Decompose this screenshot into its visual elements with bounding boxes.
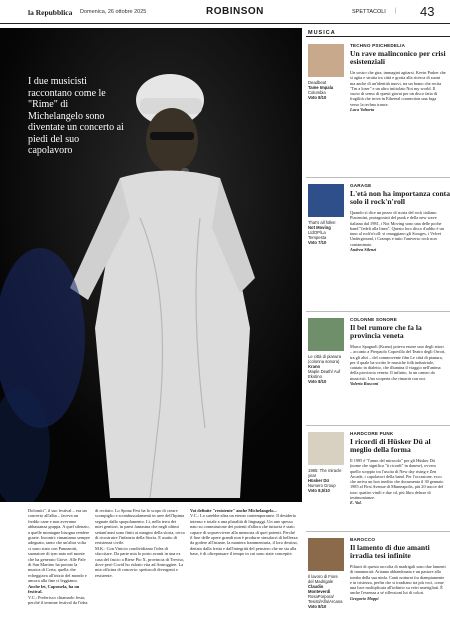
review-headline: Un rave malinconico per crisi esistenziali [350,49,446,67]
album-rating: Voto 8,5/10 [308,488,330,493]
review-entry [306,314,450,426]
review-text [350,210,446,252]
review-body: Marco Spagnoli (Krano) poteva essere uno degli attori – accanto a Pierpaolo Capovilla del Teatro degli Orrori, tra gli altri – del commovente film Le città di pianura, per il quale ha scritto le musiche folk industriale, cantato in dialetto, che illumina il viaggio nell'anima della provincia veneta. Il infinito, fa un cameo da musicisti. Una scoperta che rimarrà con noi. [350,344,446,381]
album-meta [308,220,344,245]
review-text [350,70,446,112]
album-artist: Deadbeat [308,80,327,85]
album-meta [308,354,344,384]
album-cover-image [308,432,344,465]
review-text [350,458,446,506]
review-headline: Il bel rumore che fa la provincia veneta [350,323,422,341]
album-rating: Voto 8/10 [308,95,327,100]
concert-photo [0,28,302,502]
newspaper-logo: la Repubblica [28,8,73,17]
review-signature: Luca Valtorta [350,107,375,113]
review-headline: L'età non ha importanza conta solo il rock'n'roll [350,189,450,207]
article-paragraph: di recitato. Lo Sponz Fest ha lo scopo di creare scompiglio e scombussolamenti in aree dell'Irpinia segnate dallo spopolamento. Lì, nella terra dei miei genitori, in paesi fantasma che negli ultimi settant'anni sono finiti ai margini della storia, cerco di ricostruire l'infanzia della Storia. E usatto di resistenza civile. [95,508,185,546]
album-artist: Le città di pianura (colonna sonora) [308,354,342,364]
page-header [0,0,450,24]
album-cover-image [308,44,344,77]
review-body: Un sostro che gira, immagini agitarsi. Kevin Parker che si agita e strutta tra città e grotta alla ricerca di suoni ma anche di un'identità nuovi, tra un brano che recita "I'm a loser" e un altro intitolato Not my world. Il vuoto di senso di questi giorni per un disco fatto di fragilità che trova in Ethereal connection una fuga verso la techno trance. [350,70,446,107]
album-cover-image [308,184,344,217]
review-signature: E. Val. [350,500,362,506]
album-title: Hüsker Dü [308,478,329,483]
supplement-title: ROBINSON [206,6,264,17]
review-text [350,344,446,386]
album-meta [308,574,344,609]
review-headline: Il lamento di due amanti irradia tesi infinite [350,543,430,561]
review-text [350,564,446,601]
interview-answer: V.C.: Lo sarebbe altra un eterno contemporaneo. Il desiderio intenso e totale a una pluralità di linguaggi. Un uno spesso nato su commissione dei potenti d'allora che tuttavia è stato capace di sopravvivere alla memoria di quei potenti. Perché il fine delle opere grandi non è produrre simulacri di bellezza da godere all'istante, la maniera frammentaria, il loro destino, dettato dalla fretta e dall'integrità del pensiero che ne sta alla base, è di oltrepassare il tempo in cui sono state concepite. [190,513,298,557]
interview-answer: V.C.: Preferisco chiamarlo festa; perché il termine festival da l'idea [28,594,88,605]
article-paragraph: Dolomiti", il suo festival – era un concerto all'alba – faceva un freddo cane e non avevamo abbastanza grappa. A quel silenzio, a quelle montagne bisogna rendere grazie. Incontri: rimaniamo sempre adeguato, tanto che un'altra volta ci sono stato con Panzarotti, suonatore di tym nato nel monte che ha generato Giove. Alle Pale di San Martino ha portato la musica di Creta, quella che echeggiava all'inizio del mondo e ancora alla fine ci leggiamo. [28,508,90,584]
album-label: Maple Death/ Auf Ekotino [308,369,341,379]
review-kicker: COLONNE SONORE [350,317,397,322]
album-meta [308,468,344,493]
article-column-1 [28,508,90,605]
review-entry [306,40,450,178]
section-name: SPETTACOLI [352,9,386,15]
review-entry [306,534,450,618]
album-label: LtdOP/La Tempesta [308,230,327,240]
review-signature: Andrea Silenzi [350,247,377,253]
article-column-3 [190,508,298,557]
review-signature: Valeria Rusconi [350,381,379,387]
album-rating: Voto 7/10 [308,240,327,245]
review-kicker: BAROCCO [350,537,376,542]
review-kicker: HARDCORE PUNK [350,431,394,436]
sidebar-header [306,28,450,37]
music-reviews-sidebar [306,28,450,620]
interview-question: Voi definite "resistente" anche Michelangelo... [190,508,277,513]
album-artist: Il lavoro di Fiore del Madrigale [308,574,338,584]
album-title: Tame Impala [308,85,334,90]
album-title: Claudio Monteverdi [308,584,331,594]
issue-date: Domenica, 26 ottobre 2025 [80,9,147,15]
review-kicker: TECHNO PSICHEDELIA [350,43,406,48]
interview-answer: M.K.: Con Vinicio condividiamo l'idea di sfaccitare. Da parte mia lo porto avanti in una ex casa del fascio a Riese Pio X, provincia di Treviso, dove però Covid ho ridotto vita ad Antroggine. La mia officina di concerto: spettacoli divergenti e resistente. [95,545,185,578]
album-title: Krano [308,364,321,369]
review-entry [306,428,450,532]
sidebar-section-label: MUSICA [308,30,336,36]
page-number: 43 [420,4,435,19]
album-cover-image [308,538,344,571]
photo-caption: I due musicisti raccontano come le "Rime" di Michelangelo sono diventate un concerto ai piedi del suo capolavoro [28,76,124,156]
album-label: Numero Group [308,483,336,488]
review-entry [306,180,450,312]
interview-question: Anche lei, Capossela, ha un festival. [28,583,80,595]
album-title: Not Moving [308,225,331,230]
article-column-2 [95,508,185,578]
review-headline: I ricordi di Hüsker Dü al meglio della forma [350,437,431,455]
review-body: Pilastri di questa raccolta di madrigali sono due lamenti di innamorati: Arianna abbandonata e un pastore alla tomba della sua ninfa. Canti notturni fra diampiamente e in tristezza, perfin che si irradiano tra più voci, come una luce moltiplicata all'infinito su vetri smerigliati. È anche l'essenza a sé riflessioni lui di colori. [350,564,446,596]
album-label: RosaPorpora/ Tesisti/Alfa/Arcana [308,594,343,604]
review-body: Quando si dice un pezzo di storia del rock italiano. Piacentini, protagonisti del punk e della new wave italiana dal 1981, i Not Moving sono una delle poche band "fedeli alla linea". Questo loro disco d'addio è un inno al rock'n'roll: si omaggiano gli Stooges, i Velvet Underground, i Cramps e tutto l'universo rock non contaminato. [350,210,444,247]
album-meta [308,80,344,100]
review-signature: Gregorio Moppi [350,595,379,601]
separator-icon: | [395,8,397,14]
album-artist: 1985: The miracle year [308,468,342,478]
album-label: Columbia [308,90,326,95]
review-kicker: GARAGE [350,183,372,188]
album-rating: Voto 8/10 [308,379,327,384]
album-cover-image [308,318,344,351]
album-rating: Voto 8/10 [308,604,327,609]
review-body: Il 1985 è "l'anno del miracolo" per gli Hüsker Dü (nome che significa "ti ricordi" in danese), ovvero quello scoppio tra l'uscita di New day rising e Zen Arcade, i capolavori della band. Per l'occasione, ecco che arriva un box inedito che documenta il 30 gennaio 1985 al First Avenue di Minneapolis, più 20 tracce del tour: quattro vinili e due cd, più libro deluxe di testimonianze. [350,458,444,501]
album-artist: That's all folks! [308,220,336,225]
